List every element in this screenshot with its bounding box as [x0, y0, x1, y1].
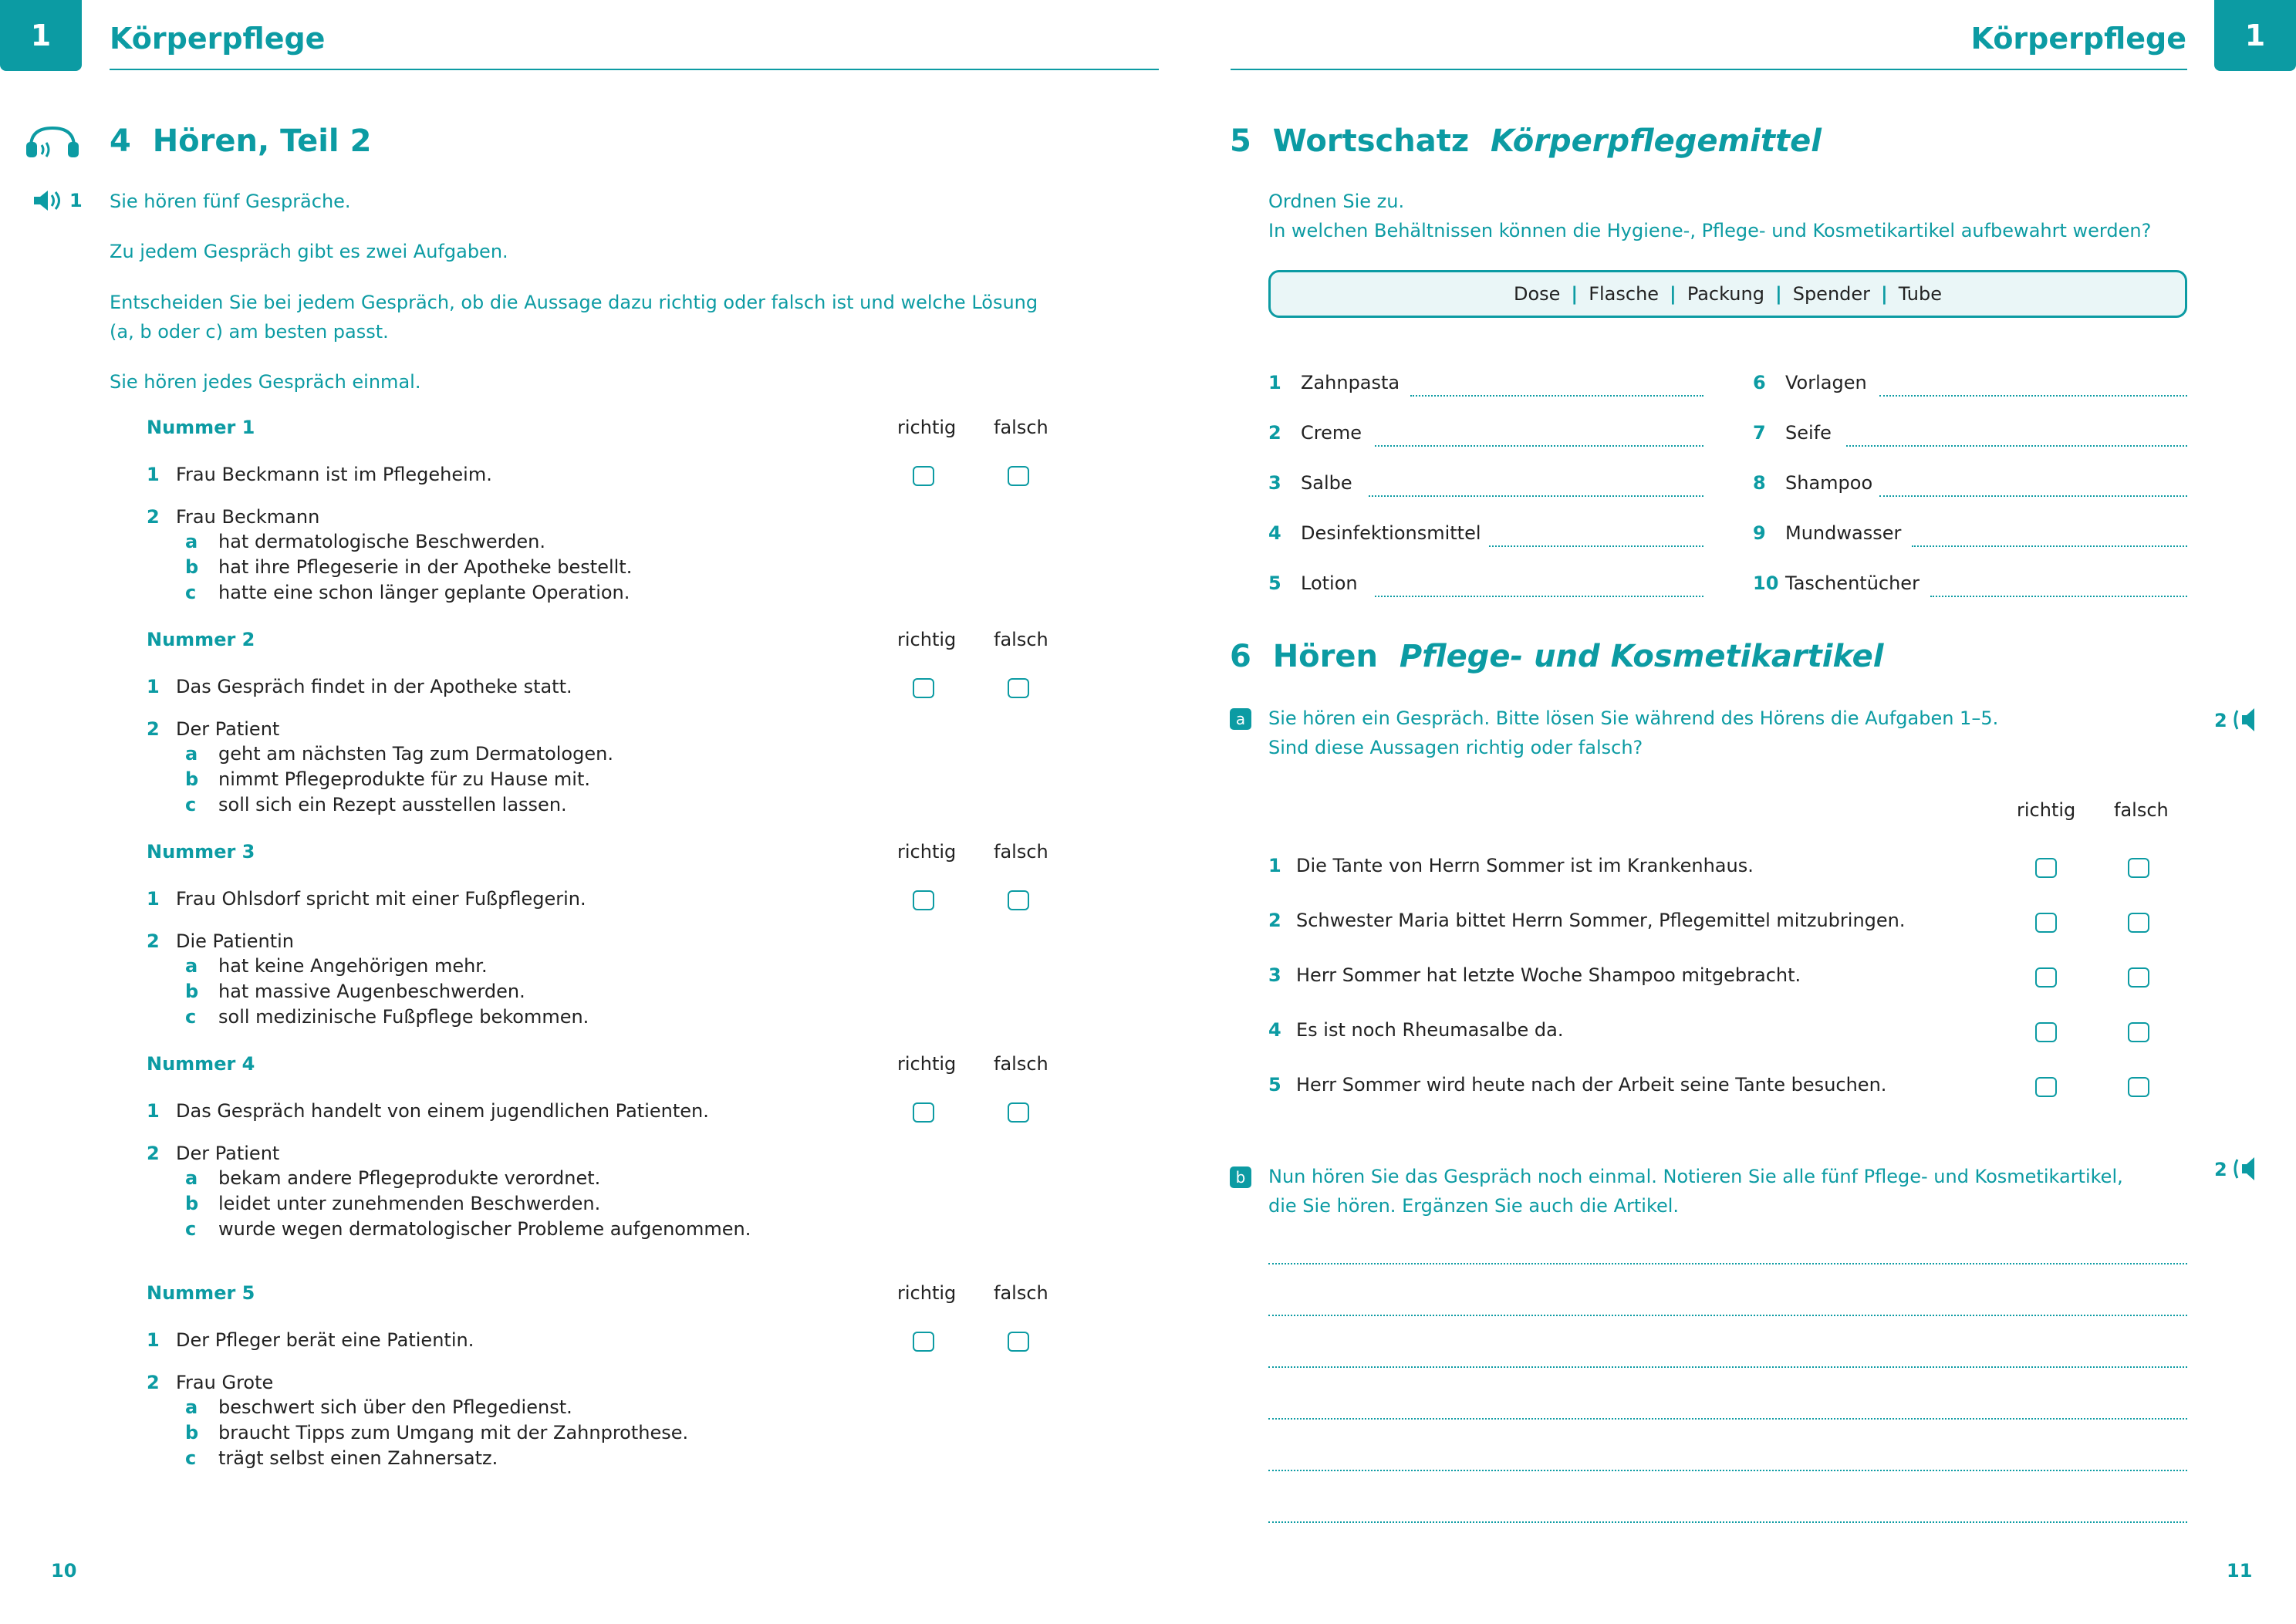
page-number-left: 10	[51, 1560, 77, 1582]
column-richtig: richtig	[2017, 799, 2076, 821]
column-richtig: richtig	[897, 841, 957, 863]
writing-line[interactable]	[1268, 1521, 2187, 1523]
option-letter: a	[185, 743, 198, 765]
statement-number: 1	[1268, 855, 1281, 876]
word: Packung	[1687, 283, 1764, 305]
item-text: Seife	[1785, 422, 1832, 444]
header-rule-right	[1231, 69, 2187, 70]
option-text: soll medizinische Fußpflege bekommen.	[218, 1006, 589, 1028]
option-text: hat massive Augenbeschwerden.	[218, 981, 525, 1002]
option-letter: a	[185, 955, 198, 977]
checkbox-falsch[interactable]	[1008, 1102, 1029, 1123]
headphones-icon	[23, 123, 82, 162]
statement-text: Es ist noch Rheumasalbe da.	[1296, 1019, 1564, 1041]
answer-line[interactable]	[1879, 395, 2187, 397]
task-b-track: 2	[2214, 1159, 2227, 1180]
block-label: Nummer 4	[147, 1053, 255, 1075]
block-label: Nummer 1	[147, 417, 255, 438]
item-number: 3	[1268, 472, 1281, 494]
item-number: 4	[1268, 522, 1281, 544]
writing-line[interactable]	[1268, 1418, 2187, 1420]
item-text: Zahnpasta	[1301, 372, 1400, 393]
checkbox-falsch[interactable]	[1008, 890, 1029, 910]
column-falsch: falsch	[994, 417, 1048, 438]
writing-line[interactable]	[1268, 1315, 2187, 1316]
statement-number: 4	[1268, 1019, 1281, 1041]
checkbox-richtig[interactable]	[913, 678, 934, 698]
checkbox-richtig[interactable]	[913, 1102, 934, 1123]
checkbox-richtig[interactable]	[2035, 967, 2057, 988]
option-text: hat ihre Pflegeserie in der Apotheke bestellt.	[218, 556, 633, 578]
statement-number: 1	[147, 1329, 160, 1351]
statement-number: 1	[147, 1100, 160, 1122]
option-text: soll sich ein Rezept ausstellen lassen.	[218, 794, 567, 815]
item-number: 9	[1753, 522, 1766, 544]
section-6-heading: 6 Hören Pflege- und Kosmetikartikel	[1230, 639, 1884, 674]
item-number: 1	[1268, 372, 1281, 393]
option-text: wurde wegen dermatologischer Probleme aufgenommen.	[218, 1218, 751, 1240]
word: Flasche	[1589, 283, 1660, 305]
speaker-icon[interactable]	[32, 188, 63, 216]
task-a-line-2: Sind diese Aussagen richtig oder falsch?	[1268, 737, 1643, 758]
block-label: Nummer 2	[147, 629, 255, 650]
question-stem: Frau Grote	[176, 1372, 274, 1393]
column-falsch: falsch	[994, 1053, 1048, 1075]
option-letter: b	[185, 768, 199, 790]
statement-number: 2	[1268, 910, 1281, 931]
word: Tube	[1898, 283, 1943, 305]
word: Spender	[1792, 283, 1871, 305]
option-text: geht am nächsten Tag zum Dermatologen.	[218, 743, 613, 765]
checkbox-falsch[interactable]	[2128, 967, 2149, 988]
item-text: Shampoo	[1785, 472, 1873, 494]
task-a-badge: a	[1230, 708, 1251, 730]
answer-line[interactable]	[1369, 495, 1703, 497]
answer-line[interactable]	[1846, 445, 2187, 447]
question-stem: Der Patient	[176, 718, 280, 740]
statement-text: Herr Sommer hat letzte Woche Shampoo mitgebracht.	[1296, 964, 1801, 986]
checkbox-richtig[interactable]	[2035, 1077, 2057, 1097]
item-text: Lotion	[1301, 572, 1358, 594]
instruction-1: Sie hören fünf Gespräche.	[110, 191, 351, 212]
statement-text: Herr Sommer wird heute nach der Arbeit seine Tante besuchen.	[1296, 1074, 1887, 1096]
section-4-heading: 4 Hören, Teil 2	[110, 123, 372, 159]
checkbox-falsch[interactable]	[2128, 1022, 2149, 1042]
answer-line[interactable]	[1930, 596, 2187, 597]
item-number: 6	[1753, 372, 1766, 393]
page-number-right: 11	[2227, 1560, 2253, 1582]
chapter-number-right: 1	[2214, 0, 2296, 71]
block-label: Nummer 3	[147, 841, 255, 863]
column-falsch: falsch	[994, 1282, 1048, 1304]
audio-track-number: 1	[69, 190, 83, 211]
checkbox-falsch[interactable]	[2128, 1077, 2149, 1097]
column-richtig: richtig	[897, 1053, 957, 1075]
checkbox-falsch[interactable]	[1008, 466, 1029, 486]
instruction-2: Zu jedem Gespräch gibt es zwei Aufgaben.	[110, 241, 508, 262]
option-text: leidet unter zunehmenden Beschwerden.	[218, 1193, 601, 1214]
writing-line[interactable]	[1268, 1366, 2187, 1368]
option-text: hatte eine schon länger geplante Operation.	[218, 582, 630, 603]
writing-line[interactable]	[1268, 1263, 2187, 1264]
question-number: 2	[147, 1372, 160, 1393]
answer-line[interactable]	[1912, 545, 2187, 547]
item-number: 5	[1268, 572, 1281, 594]
column-falsch: falsch	[994, 841, 1048, 863]
task-b-line-2: die Sie hören. Ergänzen Sie auch die Artikel.	[1268, 1195, 1680, 1217]
speaker-icon[interactable]	[2228, 707, 2259, 736]
column-richtig: richtig	[897, 1282, 957, 1304]
statement-number: 3	[1268, 964, 1281, 986]
option-letter: c	[185, 794, 197, 815]
item-text: Vorlagen	[1785, 372, 1867, 393]
column-richtig: richtig	[897, 629, 957, 650]
question-number: 2	[147, 506, 160, 528]
statement-text: Frau Beckmann ist im Pflegeheim.	[176, 464, 492, 485]
checkbox-richtig[interactable]	[913, 890, 934, 910]
instruction-3b: (a, b oder c) am besten passt.	[110, 321, 389, 343]
question-number: 2	[147, 930, 160, 952]
task-a-track: 2	[2214, 710, 2227, 731]
option-letter: a	[185, 1167, 198, 1189]
option-letter: b	[185, 556, 199, 578]
answer-line[interactable]	[1410, 395, 1703, 397]
word-box: Dose | Flasche | Packung | Spender | Tube	[1268, 270, 2187, 318]
speaker-icon[interactable]	[2228, 1156, 2259, 1185]
statement-text: Die Tante von Herrn Sommer ist im Krankenhaus.	[1296, 855, 1754, 876]
option-text: hat keine Angehörigen mehr.	[218, 955, 488, 977]
checkbox-falsch[interactable]	[1008, 1332, 1029, 1352]
task-a-line-1: Sie hören ein Gespräch. Bitte lösen Sie während des Hörens die Aufgaben 1–5.	[1268, 707, 1999, 729]
item-text: Creme	[1301, 422, 1362, 444]
item-number: 7	[1753, 422, 1766, 444]
item-text: Salbe	[1301, 472, 1352, 494]
option-letter: b	[185, 981, 199, 1002]
statement-number: 5	[1268, 1074, 1281, 1096]
answer-line[interactable]	[1375, 445, 1703, 447]
option-text: trägt selbst einen Zahnersatz.	[218, 1447, 498, 1469]
answer-line[interactable]	[1375, 596, 1703, 597]
block-label: Nummer 5	[147, 1282, 255, 1304]
item-number: 8	[1753, 472, 1766, 494]
option-letter: c	[185, 1006, 197, 1028]
s5-instruction-2: In welchen Behältnissen können die Hygiene-, Pflege- und Kosmetikartikel aufbewahrt werden?	[1268, 220, 2152, 241]
item-text: Mundwasser	[1785, 522, 1902, 544]
writing-line[interactable]	[1268, 1470, 2187, 1471]
option-letter: c	[185, 582, 197, 603]
checkbox-falsch[interactable]	[2128, 858, 2149, 878]
item-number: 2	[1268, 422, 1281, 444]
task-b-line-1: Nun hören Sie das Gespräch noch einmal. Notieren Sie alle fünf Pflege- und Kosmetikartikel,	[1268, 1166, 2123, 1187]
s5-instruction-1: Ordnen Sie zu.	[1268, 191, 1405, 212]
statement-number: 1	[147, 888, 160, 910]
statement-text: Frau Ohlsdorf spricht mit einer Fußpflegerin.	[176, 888, 586, 910]
section-5-heading: 5 Wortschatz Körperpflegemittel	[1230, 123, 1822, 159]
option-text: hat dermatologische Beschwerden.	[218, 531, 545, 552]
question-number: 2	[147, 718, 160, 740]
option-text: beschwert sich über den Pflegedienst.	[218, 1396, 572, 1418]
option-letter: c	[185, 1447, 197, 1469]
chapter-title-right: Körperpflege	[1970, 22, 2186, 56]
chapter-title-left: Körperpflege	[110, 22, 326, 56]
option-letter: a	[185, 531, 198, 552]
answer-line[interactable]	[1879, 495, 2187, 497]
item-text: Desinfektionsmittel	[1301, 522, 1481, 544]
statement-text: Das Gespräch findet in der Apotheke statt.	[176, 676, 572, 697]
answer-line[interactable]	[1489, 545, 1703, 547]
option-letter: a	[185, 1396, 198, 1418]
checkbox-richtig[interactable]	[913, 466, 934, 486]
checkbox-falsch[interactable]	[2128, 913, 2149, 933]
item-text: Taschentücher	[1785, 572, 1920, 594]
column-richtig: richtig	[897, 417, 957, 438]
checkbox-richtig[interactable]	[2035, 858, 2057, 878]
option-text: braucht Tipps zum Umgang mit der Zahnprothese.	[218, 1422, 689, 1443]
header-rule-left	[110, 69, 1159, 70]
chapter-number-left: 1	[0, 0, 82, 71]
statement-number: 1	[147, 464, 160, 485]
statement-text: Schwester Maria bittet Herrn Sommer, Pflegemittel mitzubringen.	[1296, 910, 1906, 931]
task-b-badge: b	[1230, 1167, 1251, 1188]
checkbox-richtig[interactable]	[2035, 913, 2057, 933]
checkbox-richtig[interactable]	[2035, 1022, 2057, 1042]
option-text: nimmt Pflegeprodukte für zu Hause mit.	[218, 768, 590, 790]
option-letter: b	[185, 1422, 199, 1443]
option-letter: b	[185, 1193, 199, 1214]
column-falsch: falsch	[994, 629, 1048, 650]
statement-text: Der Pfleger berät eine Patientin.	[176, 1329, 474, 1351]
checkbox-richtig[interactable]	[913, 1332, 934, 1352]
column-falsch: falsch	[2114, 799, 2169, 821]
checkbox-falsch[interactable]	[1008, 678, 1029, 698]
question-stem: Frau Beckmann	[176, 506, 320, 528]
instruction-4: Sie hören jedes Gespräch einmal.	[110, 371, 421, 393]
question-number: 2	[147, 1143, 160, 1164]
word: Dose	[1513, 283, 1561, 305]
statement-text: Das Gespräch handelt von einem jugendlichen Patienten.	[176, 1100, 709, 1122]
option-letter: c	[185, 1218, 197, 1240]
question-stem: Die Patientin	[176, 930, 294, 952]
item-number: 10	[1753, 572, 1779, 594]
instruction-3a: Entscheiden Sie bei jedem Gespräch, ob die Aussage dazu richtig oder falsch ist und welche Lösung	[110, 292, 1038, 313]
option-text: bekam andere Pflegeprodukte verordnet.	[218, 1167, 601, 1189]
statement-number: 1	[147, 676, 160, 697]
question-stem: Der Patient	[176, 1143, 280, 1164]
